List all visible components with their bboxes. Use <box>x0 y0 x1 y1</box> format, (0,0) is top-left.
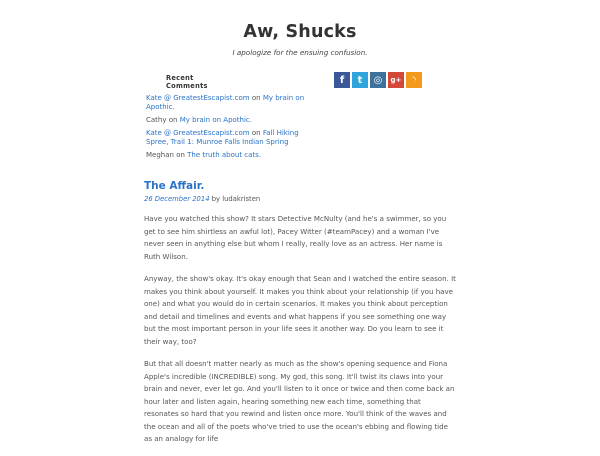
site-tagline: I apologize for the ensuing confusion. <box>232 48 368 57</box>
recent-comments-heading-line2: Comments <box>166 82 208 90</box>
comment-author: Cathy <box>146 116 167 124</box>
comment-on-text: on <box>251 129 261 137</box>
recent-comment-item <box>146 94 321 112</box>
recent-comment-item <box>146 129 321 147</box>
comment-on-text: on <box>168 116 178 124</box>
social-links <box>334 72 422 88</box>
post-title <box>144 180 456 192</box>
rss-icon[interactable]: ◝ <box>406 72 422 88</box>
instagram-icon[interactable]: ◎ <box>370 72 386 88</box>
post-paragraph: But that all doesn't matter nearly as much as the show's opening sequence and Fiona Apple's incredible (INCREDIBLE) song. My god, this song. It'll twist its claws into your brain and never, ever let go. And you'll listen to it once or twice and then come back an hour later and listen again, hearing something new each time, something that resonates so hard that you rewind and listen once more. You'll think of the waves and the ocean and all of the poets who've tried to use the ocean's ebbing and flowing tide as an analogy for life <box>144 359 455 443</box>
recent-comments-heading <box>146 74 321 90</box>
recent-comments-widget <box>146 74 321 164</box>
comment-post-link[interactable]: My brain on Apothic. <box>179 116 253 124</box>
recent-comment-item <box>146 116 321 125</box>
post-paragraph: Anyway, the show's okay. It's okay enough that Sean and I watched the entire season. It makes you think about yourself. It makes you think about your relationship (if you have one) and what you would do in certain scenarios. It makes you think about perception and detail and timelines and events and what happens if you see something one way but the most important person in your life sees it another way. Do you learn to see it their way, too? <box>144 274 456 346</box>
post-title-link[interactable]: The Affair. <box>144 180 205 192</box>
post-meta <box>144 195 456 203</box>
comment-on-text: on <box>176 151 185 159</box>
comment-author: Meghan <box>146 151 174 159</box>
comment-author-link[interactable]: Kate @ GreatestEscapist.com <box>146 129 250 137</box>
recent-comments-heading-line1: Recent <box>166 74 194 82</box>
post-date-link[interactable]: 26 December 2014 <box>144 195 210 203</box>
google-plus-icon[interactable]: g+ <box>388 72 404 88</box>
comment-post-link[interactable]: Fall Hiking Spree, Trail 1: Munroe Falls Indian Spring <box>146 129 299 146</box>
post-paragraph: Have you watched this show? It stars Detective McNulty (and he's a swimmer, so you get to see him shirtless an awful lot), Pacey Witter (#teamPacey) and a woman I've never seen in anything else but whom I really, really love as an actress. Her name is Ruth Wilson. <box>144 214 447 261</box>
post-body <box>144 213 456 446</box>
blog-post <box>144 180 456 456</box>
comment-on-text: on <box>251 94 261 102</box>
comment-post-link[interactable]: The truth about cats. <box>187 151 262 159</box>
twitter-icon[interactable]: t <box>352 72 368 88</box>
site-title[interactable]: Aw, Shucks <box>243 22 357 42</box>
comment-author-link[interactable]: Kate @ GreatestEscapist.com <box>146 94 250 102</box>
post-author-link[interactable]: ludakristen <box>222 195 261 203</box>
post-by-text: by <box>211 195 221 203</box>
recent-comment-item <box>146 151 321 160</box>
facebook-icon[interactable]: f <box>334 72 350 88</box>
comment-post-link[interactable]: My brain on Apothic. <box>146 94 305 111</box>
site-header <box>0 22 600 57</box>
